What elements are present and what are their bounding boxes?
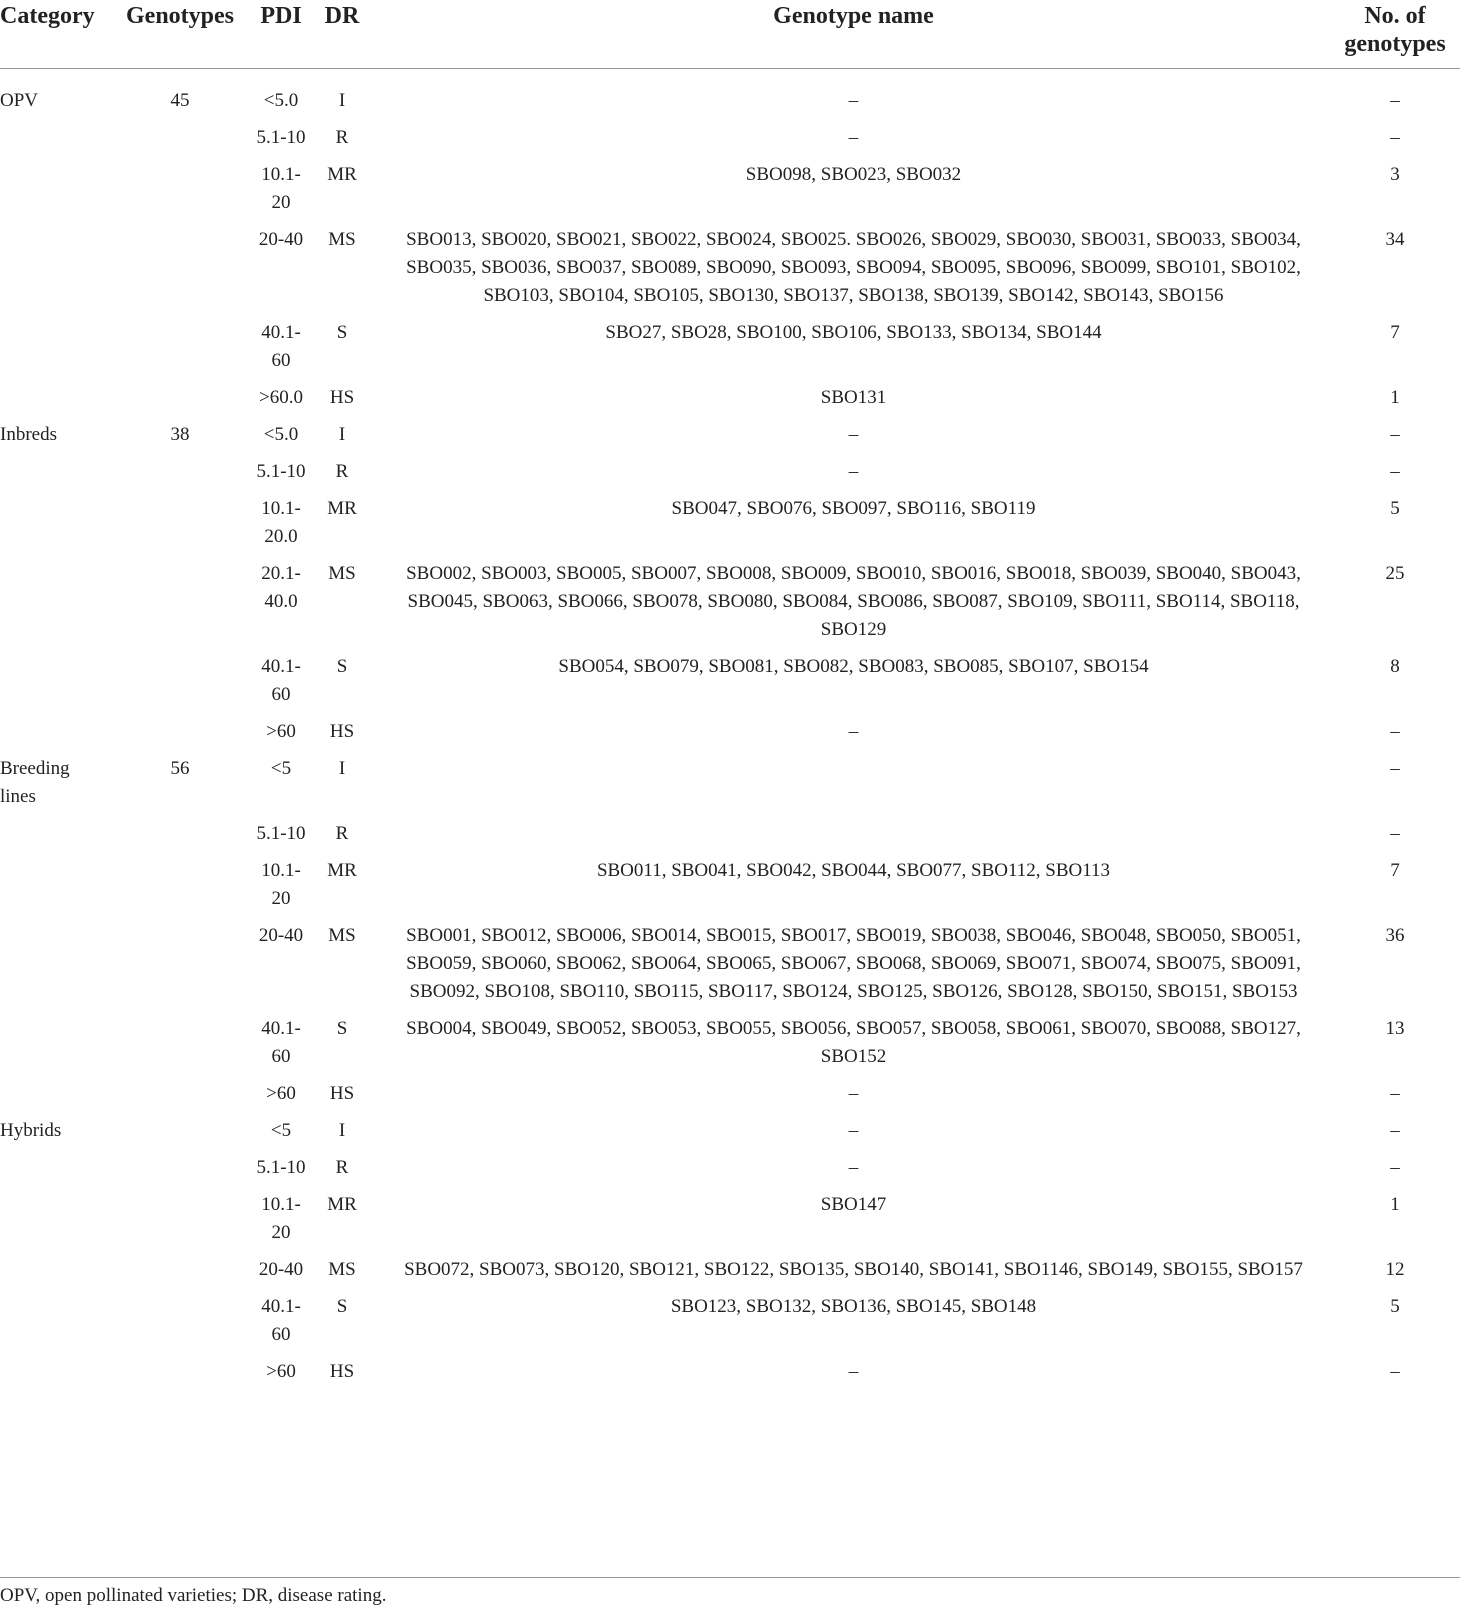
cell-genotype-names: SBO004, SBO049, SBO052, SBO053, SBO055, SBO056, SBO057, SBO058, SBO061, SBO070, SBO088, SBO127, SBO152 [406, 1018, 1301, 1067]
cell-category [0, 458, 105, 495]
cell-category [0, 718, 105, 755]
cell-genotype-names: SBO072, SBO073, SBO120, SBO121, SBO122, SBO135, SBO140, SBO141, SBO1146, SBO149, SBO155, SBO157 [404, 1259, 1303, 1280]
cell-category [0, 495, 105, 560]
cell-pdi: <5.0 [263, 90, 299, 111]
cell-genotype-names: SBO002, SBO003, SBO005, SBO007, SBO008, SBO009, SBO010, SBO016, SBO018, SBO039, SBO040, SBO043, SBO045, SBO063, SBO066, SBO078, SBO080, SBO084, SBO086, SBO087, SBO109, SBO111, SBO114, SBO118, SBO129 [406, 563, 1301, 640]
cell-category: Breeding lines [0, 758, 70, 807]
cell-genotypes [105, 458, 255, 495]
cell-category [0, 1191, 105, 1256]
table-row [0, 226, 1460, 319]
cell-genotype-names: SBO054, SBO079, SBO081, SBO082, SBO083, SBO085, SBO107, SBO154 [558, 656, 1149, 677]
cell-category [0, 319, 105, 384]
cell-dr: S [336, 1018, 348, 1039]
cell-category: Hybrids [0, 1120, 62, 1141]
cell-genotype-count: 1 [1390, 387, 1400, 408]
cell-genotypes [105, 560, 255, 653]
cell-dr: I [338, 1120, 346, 1141]
cell-dr: MR [327, 860, 357, 881]
cell-genotype-count: 7 [1390, 860, 1400, 881]
cell-category [0, 820, 105, 857]
table-row [0, 1015, 1460, 1080]
cell-genotype-count: 13 [1385, 1018, 1405, 1039]
cell-dr: MS [328, 925, 356, 946]
cell-pdi: 5.1-10 [256, 823, 306, 844]
cell-pdi: 20-40 [258, 925, 304, 946]
table-row [0, 820, 1460, 857]
header-dr: DR [307, 0, 377, 69]
cell-category [0, 226, 105, 319]
table-row [0, 718, 1460, 755]
cell-category [0, 1015, 105, 1080]
cell-genotype-count: 12 [1385, 1259, 1405, 1280]
cell-genotype-names: – [848, 1157, 859, 1178]
cell-genotype-count: – [1390, 1120, 1400, 1141]
table-row [0, 922, 1460, 1015]
cell-genotypes [105, 718, 255, 755]
cell-genotypes [105, 1191, 255, 1256]
cell-category [0, 922, 105, 1015]
cell-category [0, 384, 105, 421]
cell-dr: R [335, 823, 349, 844]
cell-genotypes [105, 1256, 255, 1293]
table-row [0, 161, 1460, 226]
table-row [0, 1256, 1460, 1293]
header-no-of-genotypes: No. of genotypes [1330, 0, 1460, 69]
cell-pdi: 40.1-60 [261, 656, 301, 705]
cell-genotype-names: – [848, 1083, 859, 1104]
cell-dr: S [336, 322, 348, 343]
cell-genotype-names: – [848, 461, 859, 482]
cell-dr: MR [327, 1194, 357, 1215]
cell-genotype-names: SBO123, SBO132, SBO136, SBO145, SBO148 [670, 1296, 1037, 1317]
header-pdi: PDI [255, 0, 307, 69]
cell-pdi: >60 [266, 1083, 296, 1104]
cell-pdi: 40.1-60 [261, 1296, 301, 1345]
cell-pdi: 40.1-60 [261, 322, 301, 371]
table-row [0, 1358, 1460, 1395]
cell-genotype-count: – [1390, 823, 1400, 844]
cell-genotypes [105, 1358, 255, 1395]
cell-category [0, 1293, 105, 1358]
header-genotype-name: Genotype name [377, 0, 1330, 69]
cell-genotype-count: – [1390, 461, 1400, 482]
cell-genotype-count: 3 [1390, 164, 1400, 185]
cell-dr: I [338, 758, 346, 779]
cell-genotypes: 56 [170, 758, 190, 779]
table-row [0, 124, 1460, 161]
cell-genotype-count: 5 [1390, 1296, 1400, 1317]
table-row [0, 857, 1460, 922]
cell-dr: MS [328, 563, 356, 584]
cell-genotype-names: – [848, 1361, 859, 1382]
cell-genotype-count: – [1390, 1157, 1400, 1178]
cell-genotype-count: 5 [1390, 498, 1400, 519]
cell-category [0, 560, 105, 653]
table-row [0, 1191, 1460, 1256]
cell-dr: S [336, 656, 348, 677]
cell-category [0, 161, 105, 226]
cell-genotype-count: – [1390, 758, 1400, 779]
cell-genotype-count: 1 [1390, 1194, 1400, 1215]
cell-dr: R [335, 1157, 349, 1178]
cell-genotypes [105, 495, 255, 560]
cell-genotype-count: – [1390, 721, 1400, 742]
cell-genotypes [105, 1015, 255, 1080]
table-row [0, 560, 1460, 653]
cell-category [0, 653, 105, 718]
cell-genotype-count: 25 [1385, 563, 1405, 584]
cell-pdi: 10.1-20 [261, 1194, 301, 1243]
cell-category: OPV [0, 90, 39, 111]
cell-genotype-names: – [848, 721, 859, 742]
cell-pdi: 40.1-60 [261, 1018, 301, 1067]
cell-dr: I [338, 90, 346, 111]
header-genotypes: Genotypes [105, 0, 255, 69]
cell-genotypes: 38 [170, 424, 190, 445]
table-row [0, 1154, 1460, 1191]
cell-genotypes [105, 161, 255, 226]
cell-genotype-names: SBO047, SBO076, SBO097, SBO116, SBO119 [671, 498, 1036, 519]
cell-genotype-names: SBO098, SBO023, SBO032 [745, 164, 962, 185]
cell-dr: R [335, 127, 349, 148]
cell-pdi: <5 [270, 1120, 292, 1141]
cell-dr: HS [329, 721, 355, 742]
cell-pdi: 5.1-10 [256, 461, 306, 482]
cell-genotypes [105, 1293, 255, 1358]
cell-pdi: >60 [266, 721, 296, 742]
table-row [0, 653, 1460, 718]
cell-genotypes [105, 319, 255, 384]
table-row [0, 319, 1460, 384]
cell-genotypes [105, 1117, 255, 1154]
cell-pdi: 5.1-10 [256, 127, 306, 148]
cell-pdi: 5.1-10 [256, 1157, 306, 1178]
cell-genotype-names: SBO013, SBO020, SBO021, SBO022, SBO024, SBO025. SBO026, SBO029, SBO030, SBO031, SBO033, SBO034, SBO035, SBO036, SBO037, SBO089, SBO090, SBO093, SBO094, SBO095, SBO096, SBO099, SBO101, SBO102, SBO103, SBO104, SBO105, SBO130, SBO137, SBO138, SBO139, SBO142, SBO143, SBO156 [406, 229, 1301, 306]
table-row [0, 458, 1460, 495]
cell-genotypes [105, 857, 255, 922]
cell-genotype-count: 8 [1390, 656, 1400, 677]
cell-genotypes [105, 384, 255, 421]
cell-pdi: >60.0 [259, 387, 303, 408]
cell-genotypes [105, 1080, 255, 1117]
cell-genotypes [105, 820, 255, 857]
cell-dr: MS [328, 1259, 356, 1280]
cell-dr: HS [329, 387, 355, 408]
cell-category [0, 1080, 105, 1117]
cell-genotype-names: – [848, 127, 859, 148]
cell-genotype-count: – [1390, 1361, 1400, 1382]
cell-dr: HS [329, 1083, 355, 1104]
table-row [0, 69, 1460, 125]
cell-dr: R [335, 461, 349, 482]
cell-genotypes [105, 124, 255, 161]
table-row [0, 1293, 1460, 1358]
cell-category [0, 1154, 105, 1191]
cell-genotype-names: SBO147 [820, 1194, 887, 1215]
cell-genotype-count: 34 [1385, 229, 1405, 250]
cell-genotype-count: – [1390, 1083, 1400, 1104]
cell-genotype-count: – [1390, 127, 1400, 148]
table-row [0, 1080, 1460, 1117]
cell-dr: S [336, 1296, 348, 1317]
cell-category [0, 1256, 105, 1293]
cell-category [0, 1358, 105, 1395]
cell-pdi: 20-40 [258, 229, 304, 250]
cell-genotype-count: 36 [1385, 925, 1405, 946]
cell-genotype-names [377, 755, 1330, 820]
table-row [0, 495, 1460, 560]
table-body [0, 69, 1460, 1396]
cell-genotypes [105, 226, 255, 319]
cell-genotype-names: SBO131 [820, 387, 887, 408]
cell-genotype-names: SBO001, SBO012, SBO006, SBO014, SBO015, SBO017, SBO019, SBO038, SBO046, SBO048, SBO050, SBO051, SBO059, SBO060, SBO062, SBO064, SBO065, SBO067, SBO068, SBO069, SBO071, SBO074, SBO075, SBO091, SBO092, SBO108, SBO110, SBO115, SBO117, SBO124, SBO125, SBO126, SBO128, SBO150, SBO151, SBO153 [406, 925, 1301, 1002]
cell-dr: I [338, 424, 346, 445]
cell-pdi: 20-40 [258, 1259, 304, 1280]
cell-genotype-names: SBO011, SBO041, SBO042, SBO044, SBO077, SBO112, SBO113 [596, 860, 1111, 881]
cell-category [0, 857, 105, 922]
cell-genotypes [105, 653, 255, 718]
cell-dr: MS [328, 229, 356, 250]
table-row [0, 421, 1460, 458]
cell-genotypes [105, 1154, 255, 1191]
cell-pdi: 20.1-40.0 [261, 563, 301, 612]
table-row [0, 755, 1460, 820]
table-row [0, 384, 1460, 421]
cell-genotype-names: – [848, 424, 859, 445]
header-category: Category [0, 0, 105, 69]
cell-pdi: 10.1-20 [261, 164, 301, 213]
cell-dr: MR [327, 498, 357, 519]
cell-genotype-names [377, 820, 1330, 857]
table-footnote: OPV, open pollinated varieties; DR, disease rating. [0, 1577, 1460, 1610]
cell-genotypes [105, 922, 255, 1015]
table-row [0, 1117, 1460, 1154]
cell-category [0, 124, 105, 161]
cell-pdi: <5.0 [263, 424, 299, 445]
cell-pdi: <5 [270, 758, 292, 779]
cell-dr: HS [329, 1361, 355, 1382]
cell-category: Inbreds [0, 424, 57, 445]
cell-pdi: 10.1-20 [261, 860, 301, 909]
cell-genotype-names: – [848, 90, 859, 111]
cell-pdi: 10.1-20.0 [261, 498, 301, 547]
cell-genotypes: 45 [170, 90, 190, 111]
header-row [0, 0, 1460, 69]
cell-genotype-names: SBO27, SBO28, SBO100, SBO106, SBO133, SBO134, SBO144 [605, 322, 1102, 343]
cell-genotype-count: – [1390, 90, 1400, 111]
cell-genotype-count: – [1390, 424, 1400, 445]
cell-dr: MR [327, 164, 357, 185]
cell-genotype-names: – [848, 1120, 859, 1141]
cell-pdi: >60 [266, 1361, 296, 1382]
cell-genotype-count: 7 [1390, 322, 1400, 343]
